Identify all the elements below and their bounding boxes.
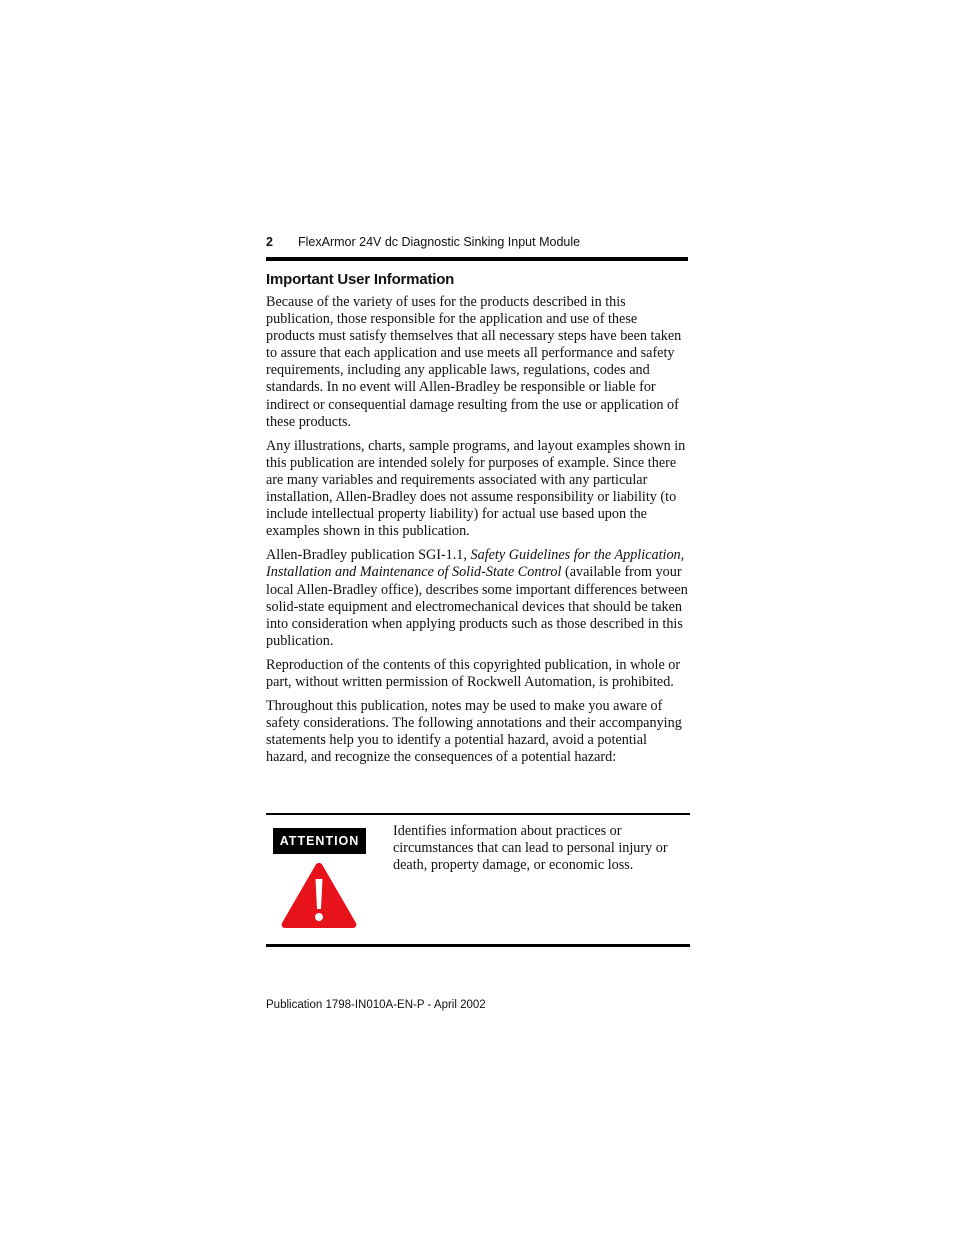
paragraph-safety-guidelines bbox=[266, 547, 688, 650]
notice-bottom-rule bbox=[266, 944, 690, 947]
page-number: 2 bbox=[266, 235, 273, 249]
publication-title-italic: Safety Guidelines for the Application, Installation and Maintenance of Solid-State Control bbox=[266, 547, 685, 581]
paragraph-annotations: Throughout this publication, notes may be used to make you aware of safety considerations. The following annotations and their accompanying statements help you to identify a potential hazard, avoid a potential hazard, and recognize the consequences of a potential hazard: bbox=[266, 698, 682, 766]
header-rule bbox=[266, 257, 688, 261]
paragraph-examples: Any illustrations, charts, sample programs, and layout examples shown in this publication are intended solely for purposes of example. Since there are many variables and requirements associated with any particular installation, Allen-Bradley does not assume responsibility or liability (to include intellectual property liability) for actual use based upon the examples shown in this publication. bbox=[266, 437, 686, 540]
paragraph-disclaimer: Because of the variety of uses for the products described in this publication, those responsible for the application and use of these products must satisfy themselves that all necessary steps have been taken to assure that each application and use meets all performance and safety requirements, including any applicable laws, regulations, codes and standards. In no event will Allen-Bradley be responsible or liable for indirect or consequential damage resulting from the use or application of these products. bbox=[266, 294, 682, 430]
body-text bbox=[266, 294, 688, 773]
section-title: Important User Information bbox=[266, 271, 455, 288]
paragraph-reproduction: Reproduction of the contents of this copyrighted publication, in whole or part, without written permission of Rockwell Automation, is prohibited. bbox=[266, 656, 681, 690]
footer-publication-info: Publication 1798-IN010A-EN-P - April 2002 bbox=[266, 999, 486, 1011]
paragraph-safety-guidelines-tail: (available from your local Allen-Bradley office), describes some important differences between solid-state equipment and electromechanical devices that should be taken into consideration when applying products such as those described in this publication. bbox=[266, 564, 688, 649]
attention-notice-text: Identifies information about practices or circumstances that can lead to personal injury or death, property damage, or economic loss. bbox=[393, 823, 668, 874]
warning-triangle-icon bbox=[280, 860, 358, 930]
document-title: FlexArmor 24V dc Diagnostic Sinking Input Module bbox=[298, 235, 581, 249]
notice-top-rule bbox=[266, 813, 690, 815]
running-header bbox=[266, 234, 688, 250]
attention-label: ATTENTION bbox=[273, 828, 366, 854]
paragraph-safety-guidelines-lead: Allen-Bradley publication SGI-1.1, bbox=[266, 547, 467, 564]
